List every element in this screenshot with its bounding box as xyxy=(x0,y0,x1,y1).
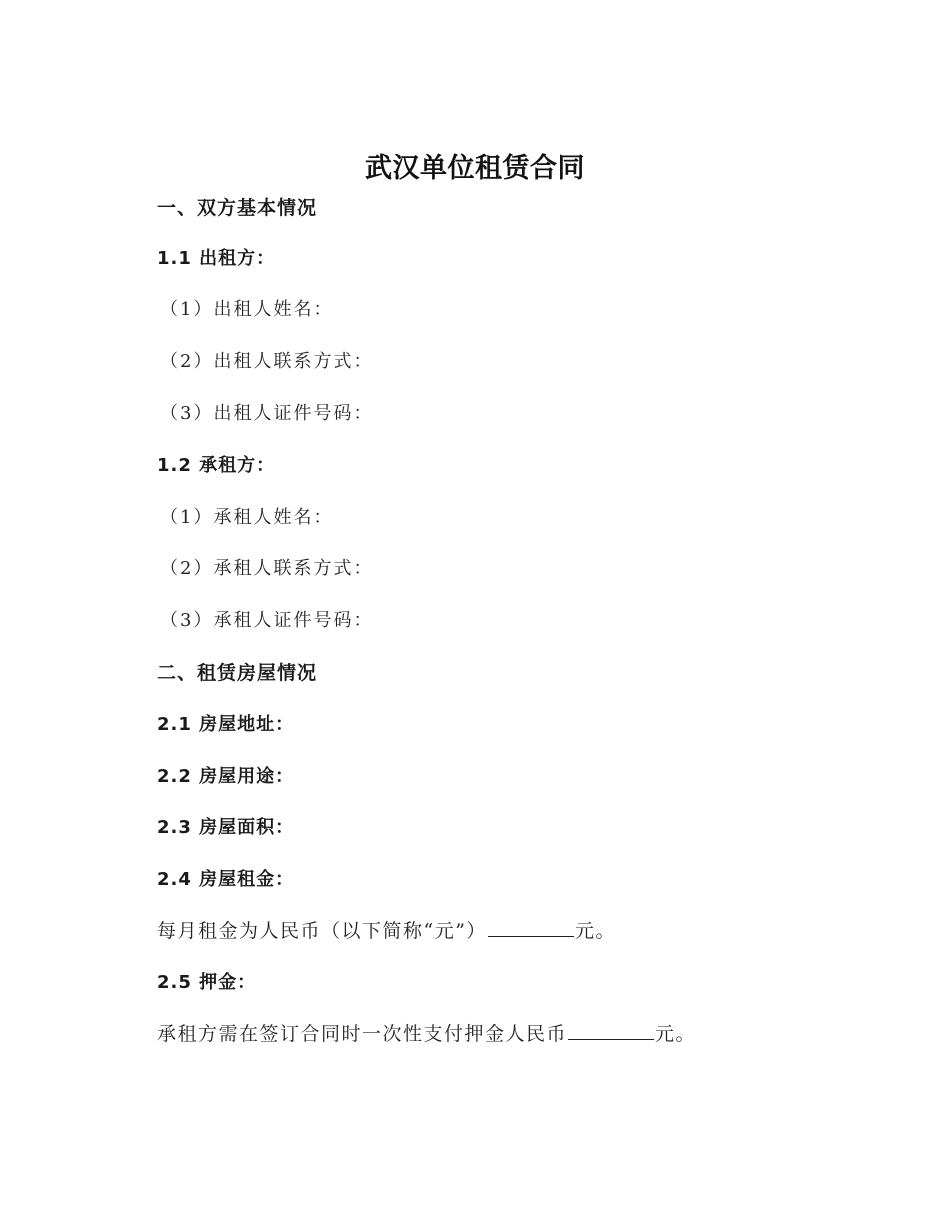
lessor-contact-item: （2）出租人联系方式： xyxy=(160,351,374,372)
lessor-name-item: （1）出租人姓名： xyxy=(160,299,334,320)
section-heading-parties: 一、双方基本情况 xyxy=(157,197,318,219)
document-title: 武汉单位租赁合同 xyxy=(365,153,585,184)
lessee-contact-item: （2）承租人联系方式： xyxy=(160,558,374,579)
deposit-text-after: 元。 xyxy=(655,1023,697,1045)
property-rent-label: 2.4 房屋租金： xyxy=(157,869,295,890)
property-area-label: 2.3 房屋面积： xyxy=(157,817,295,838)
property-usage-label: 2.2 房屋用途： xyxy=(157,766,295,787)
lessee-id-item: （3）承租人证件号码： xyxy=(160,610,374,631)
rent-amount-blank xyxy=(488,918,574,937)
rent-paragraph xyxy=(157,918,616,944)
lessor-id-item: （3）出租人证件号码： xyxy=(160,403,374,424)
section-heading-property: 二、租赁房屋情况 xyxy=(157,662,318,684)
deposit-amount-blank xyxy=(568,1021,654,1040)
property-address-label: 2.1 房屋地址： xyxy=(157,714,295,735)
deposit-paragraph xyxy=(157,1021,696,1047)
deposit-label: 2.5 押金： xyxy=(157,972,257,993)
subheading-lessor: 1.1 出租方： xyxy=(157,248,276,269)
subheading-lessee: 1.2 承租方： xyxy=(157,455,276,476)
deposit-text-before: 承租方需在签订合同时一次性支付押金人民币 xyxy=(157,1023,568,1045)
lessee-name-item: （1）承租人姓名： xyxy=(160,507,334,528)
rent-text-after: 元。 xyxy=(574,920,616,942)
rent-text-before: 每月租金为人民币（以下简称“元”） xyxy=(157,920,487,942)
